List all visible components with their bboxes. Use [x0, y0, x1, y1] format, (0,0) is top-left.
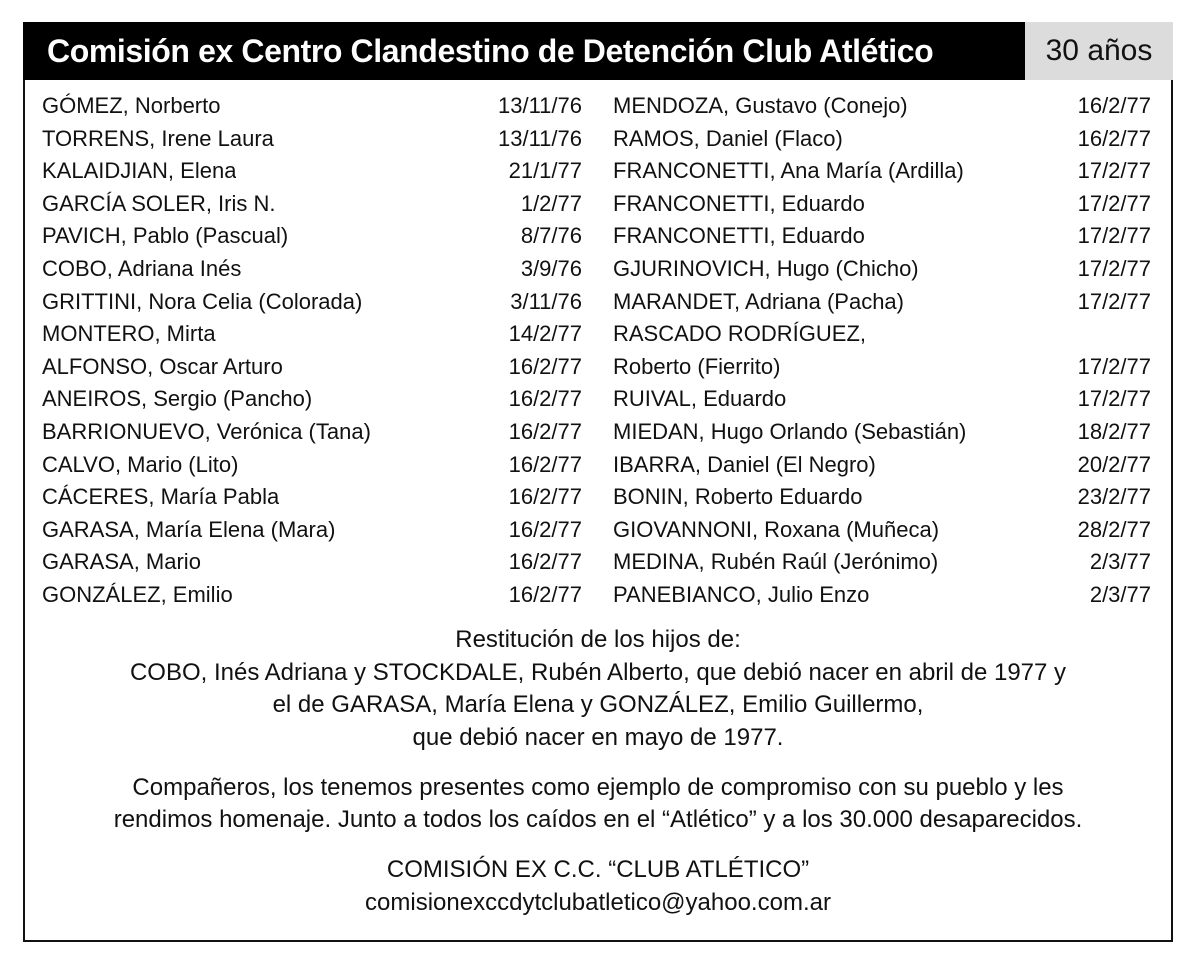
list-item	[613, 416, 1151, 449]
date: 20/2/77	[1077, 451, 1151, 477]
tribute-section	[30, 772, 1166, 836]
person-name: ANEIROS, Sergio (Pancho)	[42, 386, 313, 412]
signature-org: COMISIÓN EX C.C. “CLUB ATLÉTICO”	[386, 856, 810, 884]
list-item	[42, 90, 582, 123]
date: 16/2/77	[508, 581, 582, 607]
person-name: MENDOZA, Gustavo (Conejo)	[613, 93, 908, 118]
date: 28/2/77	[1077, 516, 1151, 542]
person-name: PANEBIANCO, Julio Enzo	[613, 581, 870, 607]
person-name: MIEDAN, Hugo Orlando (Sebastián)	[613, 418, 967, 444]
list-item	[613, 383, 1151, 416]
list-item	[613, 318, 1151, 351]
list-item	[42, 481, 582, 514]
date: 16/2/77	[508, 418, 582, 444]
date: 23/2/77	[1077, 484, 1151, 510]
list-item	[42, 514, 582, 547]
anniversary-badge: 30 años	[1025, 22, 1173, 80]
person-name: BONIN, Roberto Eduardo	[613, 484, 863, 510]
person-name: GIOVANNONI, Roxana (Muñeca)	[613, 516, 940, 542]
list-item	[42, 253, 582, 286]
date: 16/2/77	[508, 484, 582, 510]
names-list-right	[613, 90, 1151, 612]
date: 16/2/77	[508, 353, 582, 379]
person-name: GARASA, María Elena (Mara)	[42, 516, 336, 542]
date: 17/2/77	[1077, 158, 1151, 184]
person-name: TORRENS, Irene Laura	[42, 125, 274, 151]
person-name: ALFONSO, Oscar Arturo	[42, 353, 283, 379]
person-name: KALAIDJIAN, Elena	[42, 158, 237, 184]
date: 13/11/76	[497, 125, 582, 151]
person-name: IBARRA, Daniel (El Negro)	[613, 451, 876, 477]
date: 16/2/77	[508, 451, 582, 477]
date: 17/2/77	[1077, 353, 1151, 379]
signature-section	[30, 854, 1166, 919]
list-item	[42, 383, 582, 416]
date: 17/2/77	[1077, 386, 1151, 412]
person-name: GRITTINI, Nora Celia (Colorada)	[42, 288, 363, 314]
list-item	[42, 220, 582, 253]
list-item	[613, 514, 1151, 547]
notice-footer	[30, 624, 1166, 920]
list-item	[613, 546, 1151, 579]
list-item	[42, 123, 582, 156]
date: 1/2/77	[520, 190, 582, 216]
person-name: GJURINOVICH, Hugo (Chicho)	[613, 255, 919, 281]
date: 3/11/76	[510, 288, 582, 314]
person-name: RUIVAL, Eduardo	[613, 386, 787, 412]
list-item	[613, 253, 1151, 286]
date: 16/2/77	[1077, 93, 1151, 118]
person-name: GONZÁLEZ, Emilio	[42, 581, 233, 607]
person-name: CÁCERES, María Pabla	[42, 484, 280, 510]
person-name: COBO, Adriana Inés	[42, 255, 242, 281]
list-item	[613, 188, 1151, 221]
list-item	[613, 579, 1151, 612]
date: 17/2/77	[1077, 223, 1151, 249]
person-name: FRANCONETTI, Eduardo	[613, 190, 865, 216]
date: 14/2/77	[508, 321, 582, 347]
person-name: Roberto (Fierrito)	[613, 353, 781, 379]
person-name: BARRIONUEVO, Verónica (Tana)	[42, 418, 371, 444]
list-item	[613, 90, 1151, 123]
notice-header	[23, 22, 1173, 80]
list-item	[42, 351, 582, 384]
list-item	[42, 155, 582, 188]
restitution-heading: Restitución de los hijos de:	[455, 626, 741, 653]
date: 17/2/77	[1077, 190, 1151, 216]
restitution-section	[30, 624, 1166, 754]
date: 13/11/76	[497, 93, 582, 118]
date: 18/2/77	[1077, 418, 1151, 444]
date: 16/2/77	[508, 386, 582, 412]
tribute-line-1: Compañeros, los tenemos presentes como ejemplo de compromiso con su pueblo y les	[132, 774, 1064, 802]
date: 3/9/76	[520, 255, 582, 281]
person-name: MARANDET, Adriana (Pacha)	[613, 288, 904, 314]
list-item	[42, 286, 582, 319]
date: 8/7/76	[520, 223, 582, 249]
tribute-line-2: rendimos homenaje. Junto a todos los caídos en el “Atlético” y a los 30.000 desaparecidos.	[113, 806, 1083, 834]
signature-email: comisionexccdytclubatletico@yahoo.com.ar	[365, 888, 831, 916]
list-item	[613, 351, 1151, 384]
person-name: FRANCONETTI, Ana María (Ardilla)	[613, 158, 964, 184]
list-item	[613, 220, 1151, 253]
restitution-line-3: que debió nacer en mayo de 1977.	[412, 723, 784, 751]
restitution-line-1: COBO, Inés Adriana y STOCKDALE, Rubén Alberto, que debió nacer en abril de 1977 y	[129, 658, 1067, 686]
list-item	[42, 546, 582, 579]
list-item	[42, 449, 582, 482]
date: 17/2/77	[1077, 255, 1151, 281]
list-item	[613, 123, 1151, 156]
list-item	[42, 416, 582, 449]
person-name: MONTERO, Mirta	[42, 321, 216, 347]
list-item	[42, 579, 582, 612]
person-name: RASCADO RODRÍGUEZ,	[613, 321, 867, 347]
date: 16/2/77	[508, 516, 582, 542]
list-item	[42, 188, 582, 221]
date: 16/2/77	[1077, 125, 1151, 151]
person-name: MEDINA, Rubén Raúl (Jerónimo)	[613, 549, 939, 575]
list-item	[613, 286, 1151, 319]
restitution-line-2: el de GARASA, María Elena y GONZÁLEZ, Emilio Guillermo,	[272, 691, 924, 719]
person-name: FRANCONETTI, Eduardo	[613, 223, 865, 249]
date: 16/2/77	[508, 549, 582, 575]
person-name: GARCÍA SOLER, Iris N.	[42, 190, 276, 216]
list-item	[613, 155, 1151, 188]
date: 2/3/77	[1089, 581, 1151, 607]
list-item	[613, 481, 1151, 514]
date: 17/2/77	[1077, 288, 1151, 314]
date: 2/3/77	[1089, 549, 1151, 575]
person-name: GARASA, Mario	[42, 549, 201, 575]
notice-title: Comisión ex Centro Clandestino de Detención Club Atlético	[23, 22, 1025, 80]
date: 21/1/77	[508, 158, 582, 184]
list-item	[42, 318, 582, 351]
list-item	[613, 449, 1151, 482]
person-name: CALVO, Mario (Lito)	[42, 451, 239, 477]
person-name: GÓMEZ, Norberto	[42, 93, 221, 118]
person-name: PAVICH, Pablo (Pascual)	[42, 223, 289, 249]
names-list-left	[42, 90, 582, 612]
person-name: RAMOS, Daniel (Flaco)	[613, 125, 843, 151]
